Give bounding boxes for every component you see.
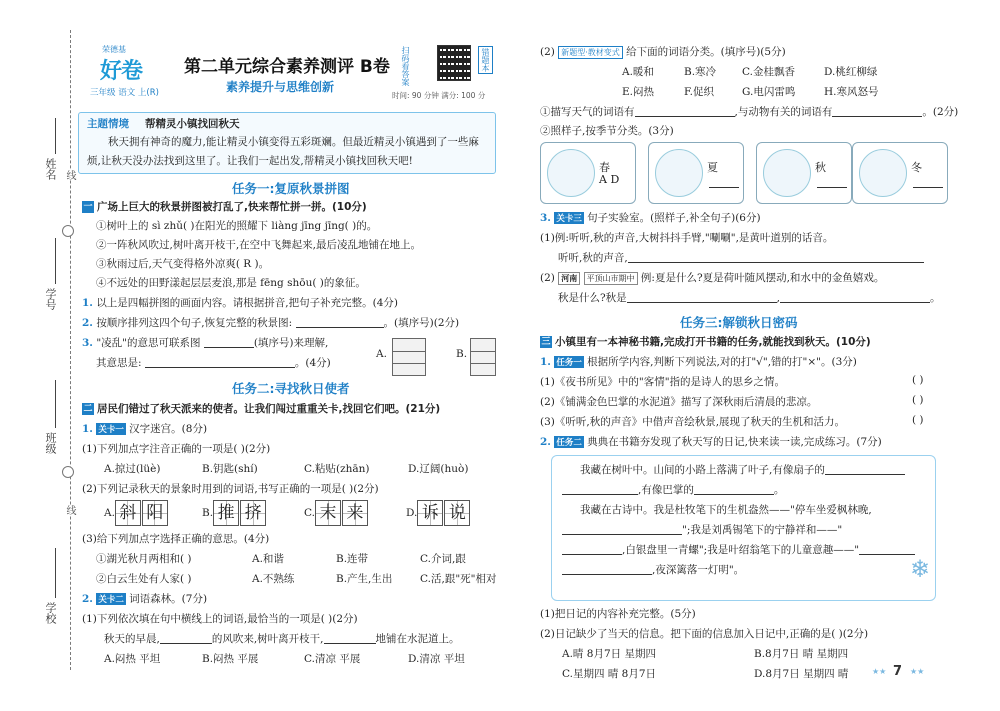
word-c: C.金桂飘香 <box>742 66 795 78</box>
level-text: 句子实验室。(照样子,补全句子)(6分) <box>587 212 761 224</box>
autumn-branch-image <box>763 149 811 197</box>
section-number: 一 <box>83 202 93 212</box>
scenario-text: 秋天拥有神奇的魔力,能让精灵小镇变得五彩斑斓。但最近精灵小镇遇到了一些麻烦,让秋天没办法找到这里了。让我们一起出发,帮精灵小镇找回秋天吧! <box>87 136 479 167</box>
sub-text: ,与动物有关的词语有 <box>734 106 833 118</box>
answer-blank[interactable] <box>562 544 622 555</box>
spring-flower-image <box>547 149 595 197</box>
option-a[interactable]: A.不熟练 <box>252 573 295 585</box>
t3-task1 <box>540 354 857 369</box>
judge-3: (3)《听听,秋的声音》中借声音绘秋景,展现了秋天的生机和活力。 <box>540 416 846 428</box>
option-letter: C. <box>304 507 315 519</box>
option-b[interactable]: B.闷热 平展 <box>202 653 259 665</box>
season-answer: A D <box>599 173 620 186</box>
word-h: H.寒风怒号 <box>824 86 879 98</box>
diary-q2: (2)日记缺少了当天的信息。把下面的信息加入日记中,正确的是( )(2分) <box>540 628 869 640</box>
l3-q1: (1)例:听听,秋的声音,大树抖抖手臂,"唰唰",是黄叶道别的话音。 <box>540 232 834 244</box>
summer-frog-image <box>655 149 703 197</box>
section-number: 三 <box>541 337 551 347</box>
question-text: 按顺序排列这四个句子,恢复完整的秋景图: <box>96 317 293 329</box>
option-c[interactable]: C.星期四 晴 8月7日 <box>562 668 657 680</box>
task1-section <box>82 199 367 214</box>
answer-blank[interactable] <box>145 357 295 368</box>
q3a-stem: ①湖光秋月两相和( ) <box>96 553 192 565</box>
classify-sub2: ②照样子,按季节分类。(3分) <box>540 125 674 137</box>
answer-blank[interactable] <box>324 633 376 644</box>
scenario-heading: 帮精灵小镇找回秋天 <box>145 118 240 130</box>
judge-2: (2)《铺满金色巴掌的水泥道》描写了深秋雨后清晨的悲凉。 <box>540 396 818 408</box>
season-card-autumn <box>756 142 852 204</box>
student-id-label: 学号 <box>44 288 57 310</box>
task1-title: 任务一:复原秋景拼图 <box>232 181 350 196</box>
level-text: 汉字迷宫。(8分) <box>129 423 208 435</box>
option-d[interactable]: D.辽阔(huò) <box>408 463 469 475</box>
sentence-part: 地铺在水泥道上。 <box>375 633 460 645</box>
level-tag: 关卡二 <box>98 595 124 605</box>
binding-dashed-line <box>70 30 71 670</box>
option-c[interactable]: C.介词,跟 <box>420 553 466 565</box>
brand-logo <box>84 44 166 104</box>
season-cards <box>540 142 948 204</box>
option-d[interactable]: D.清凉 平坦 <box>408 653 465 665</box>
diary-text: ,白银盘里一青螺";我是叶绍翁笔下的儿童意趣——" <box>622 544 860 556</box>
level3-heading <box>540 210 761 225</box>
time-info: 时间: 90 分钟 满分: 100 分 <box>392 91 486 100</box>
l2-q1: (1)下列依次填在句中横线上的词语,最恰当的一项是( )(2分) <box>82 613 358 625</box>
option-c[interactable]: C.清凉 平展 <box>304 653 361 665</box>
option-b[interactable]: B.产生,生出 <box>336 573 393 585</box>
level-tag: 任务一 <box>556 358 582 368</box>
word-g: G.电闪雷鸣 <box>742 86 796 98</box>
image-b-label: B. <box>456 348 468 360</box>
word-f: F.促织 <box>684 86 714 98</box>
char-box: 挤 <box>240 500 266 526</box>
brand-name: 荣德基 <box>102 45 126 54</box>
class-label: 班级 <box>44 432 57 454</box>
page-title: 第二单元综合素养测评 B卷 <box>184 57 390 77</box>
diary-line-3: 我藏在古诗中。我是杜牧笔下的生机盎然——"停车坐爱枫林晚, <box>580 504 872 516</box>
question-number: 1. <box>540 356 551 368</box>
answer-blank[interactable] <box>628 252 924 263</box>
task2-title: 任务二:寻找秋日使者 <box>232 381 350 396</box>
word-e: E.闷热 <box>622 86 655 98</box>
section-number: 二 <box>83 404 93 414</box>
question-text: 例:夏是什么?夏是荷叶随风摆动,和水中的金鱼嬉戏。 <box>640 272 885 284</box>
diary-line-1 <box>580 462 905 477</box>
judge-1-paren[interactable]: ( ) <box>912 374 924 386</box>
option-a[interactable] <box>104 500 169 526</box>
level-tag: 任务二 <box>556 438 582 448</box>
fold-mark-2: 线 <box>64 505 75 515</box>
task1-q3-line2 <box>96 355 331 370</box>
question-text: 其意思是: <box>96 357 142 369</box>
question-number: 2. <box>82 593 93 605</box>
diary-line-5 <box>562 542 915 557</box>
star-decor-right: ★★ <box>910 667 925 676</box>
level2-heading <box>82 591 207 606</box>
section-text: 小镇里有一本神秘书籍,完成打开书籍的任务,就能找到秋天。(10分) <box>555 336 871 348</box>
word-b: B.寒冷 <box>684 66 717 78</box>
binding-hole-1 <box>62 225 74 237</box>
diary-text: ,夜深篱落一灯明"。 <box>652 564 745 576</box>
sub-text: ①描写天气的词语有 <box>540 106 635 118</box>
option-a[interactable]: A.晴 8月7日 星期四 <box>562 648 656 660</box>
answer-prefix: 听听,秋的声音, <box>558 252 628 264</box>
diary-box <box>551 455 936 601</box>
question-text: 给下面的词语分类。(填序号)(5分) <box>626 46 786 58</box>
option-letter: A. <box>104 507 115 519</box>
char-box: 诉 <box>417 500 443 526</box>
answer-blank[interactable] <box>635 106 735 117</box>
answer-blank[interactable] <box>913 187 943 188</box>
season-card-summer <box>648 142 744 204</box>
option-c[interactable]: C.粘贴(zhān) <box>304 463 370 475</box>
sentence-3: ③秋雨过后,天气变得格外凉爽( R )。 <box>96 258 270 270</box>
question-tail: (填序号)来理解, <box>253 337 329 349</box>
option-a[interactable]: A.闷热 平坦 <box>104 653 161 665</box>
question-number: 2. <box>540 436 551 448</box>
binding-strip <box>0 0 78 711</box>
classify-sub1 <box>540 104 958 119</box>
level-tag: 关卡三 <box>556 214 582 224</box>
season-name: 冬 <box>911 161 922 174</box>
char-box: 阳 <box>142 500 168 526</box>
task3-title: 任务三:解锁秋日密码 <box>680 315 798 330</box>
scenario-box <box>78 112 496 174</box>
diary-q1: (1)把日记的内容补充完整。(5分) <box>540 608 696 620</box>
school-field[interactable] <box>55 548 56 598</box>
sentence-part: 的风吹来,树叶离开枝干, <box>211 633 324 645</box>
option-c[interactable] <box>304 500 369 526</box>
question-number: 3. <box>540 212 551 224</box>
section-text: 广场上巨大的秋景拼图被打乱了,快来帮忙拼一拼。(10分) <box>97 201 367 213</box>
classify-heading <box>540 44 786 59</box>
q-label: (2) <box>540 272 555 284</box>
diary-line-6 <box>562 562 744 577</box>
season-name: 秋 <box>815 161 826 174</box>
answer-blank[interactable] <box>859 544 915 555</box>
sentence-1: ①树叶上的 sì zhǔ( )在阳光的照耀下 liàng jīng jīng( )的。 <box>96 220 378 232</box>
error-book-label: 错题本 <box>478 46 493 74</box>
name-label: 姓名 <box>44 158 57 180</box>
judge-1: (1)《夜书所见》中的"客情"指的是诗人的思乡之情。 <box>540 376 786 388</box>
question-text: 以上是四幅拼图的画面内容。请根据拼音,把句子补充完整。(4分) <box>96 297 399 309</box>
char-box: 说 <box>444 500 470 526</box>
name-field[interactable] <box>55 118 56 154</box>
question-number: 3. <box>82 337 93 349</box>
answer-blank[interactable] <box>296 317 384 328</box>
question-number: 1. <box>82 297 93 309</box>
judge-3-paren[interactable]: ( ) <box>912 414 924 426</box>
answer-blank[interactable] <box>709 187 739 188</box>
sub-text: 。(2分) <box>922 106 959 118</box>
level1-heading <box>82 421 207 436</box>
source-badge: 平顶山市期中 <box>584 272 638 285</box>
season-name: 夏 <box>707 161 718 174</box>
judge-2-paren[interactable]: ( ) <box>912 394 924 406</box>
option-c[interactable]: C.活,跟"死"相对 <box>420 573 497 585</box>
diary-line-4 <box>562 522 842 537</box>
t2-q2: (2)下列记录秋天的景象时用到的词语,书写正确的一项是( )(2分) <box>82 483 379 495</box>
task1-q2 <box>82 315 459 330</box>
answer-blank[interactable] <box>562 484 638 495</box>
answer-blank[interactable] <box>627 292 777 303</box>
diary-text: 我藏在树叶中。山间的小路上落满了叶子,有像扇子的 <box>580 464 825 476</box>
season-card-spring <box>540 142 636 204</box>
question-text: "凌乱"的意思可联系图 <box>96 337 201 349</box>
sentence-part: 秋天的早晨, <box>104 633 160 645</box>
answer-blank[interactable] <box>204 337 254 348</box>
char-box: 末 <box>315 500 341 526</box>
l3-q2-answer: 秋是什么?秋是 , 。 <box>558 292 941 304</box>
page-number: 7 <box>893 664 903 679</box>
scenario-tag: 主题情境 <box>87 118 129 130</box>
q3b-stem: ②白云生处有人家( ) <box>96 573 192 585</box>
l3-q1-answer <box>558 250 924 265</box>
diary-text: ,有像巴掌的 <box>638 484 694 496</box>
t2-q1: (1)下列加点字注音正确的一项是( )(2分) <box>82 443 271 455</box>
season-card-winter <box>852 142 948 204</box>
messy-shelf-image <box>392 338 426 376</box>
qr-label: 扫码看答案 <box>401 46 410 86</box>
task1-q3 <box>82 335 328 350</box>
option-a[interactable]: A.和谐 <box>252 553 284 565</box>
diary-text: 。 <box>773 484 785 496</box>
option-b[interactable]: B.连带 <box>336 553 369 565</box>
qr-code-icon[interactable] <box>437 45 471 81</box>
answer-blank[interactable] <box>562 564 652 575</box>
level-tag: 关卡一 <box>98 425 124 435</box>
option-letter: D. <box>406 507 418 519</box>
level-text: 根据所学内容,判断下列说法,对的打"√",错的打"×"。(3分) <box>587 356 857 368</box>
option-letter: B. <box>202 507 214 519</box>
task1-q1 <box>82 295 398 310</box>
sentence-2: ②一阵秋风吹过,树叶离开枝干,在空中飞舞起来,最后凌乱地铺在地上。 <box>96 239 422 251</box>
task3-section <box>540 334 871 349</box>
answer-prefix: 秋是什么?秋是 <box>558 292 627 304</box>
region-badge: 河南 <box>558 272 580 285</box>
student-id-field[interactable] <box>55 238 56 284</box>
answer-blank[interactable] <box>817 187 847 188</box>
section-text: 居民们错过了秋天派来的使者。让我们闯过重重关卡,找回它们吧。(21分) <box>97 403 441 415</box>
grade-label: 三年级 语文 上(R) <box>90 88 159 98</box>
diary-line-2 <box>562 482 784 497</box>
sentence-4: ④不远处的田野漾起层层麦浪,那是 fēng shōu( )的象征。 <box>96 277 366 289</box>
diary-text: ";我是刘禹锡笔下的宁静祥和——" <box>682 524 843 536</box>
l3-q2 <box>540 270 884 285</box>
class-field[interactable] <box>55 380 56 428</box>
option-b[interactable]: B.8月7日 晴 星期四 <box>754 648 849 660</box>
school-label: 学校 <box>44 602 57 624</box>
answer-blank[interactable] <box>832 106 922 117</box>
new-type-badge: 新题型·教材变式 <box>558 46 623 59</box>
question-tail: 。(4分) <box>294 357 331 369</box>
level-text: 典典在书籍夯发现了秋天写的日记,快来读一读,完成练习。(7分) <box>587 436 882 448</box>
answer-blank[interactable] <box>160 633 212 644</box>
char-box: 推 <box>213 500 239 526</box>
t2-q3: (3)给下列加点字选择正确的意思。(4分) <box>82 533 270 545</box>
season-name: 春 <box>599 161 610 174</box>
task2-section <box>82 401 440 416</box>
option-b[interactable]: B.钥匙(shí) <box>202 463 258 475</box>
option-d[interactable] <box>406 500 471 526</box>
question-number: 2. <box>82 317 93 329</box>
binding-hole-2 <box>62 466 74 478</box>
option-b[interactable] <box>202 500 267 526</box>
answer-blank[interactable] <box>825 464 905 475</box>
option-d[interactable]: D.8月7日 星期四 晴 <box>754 668 849 680</box>
t3-task2 <box>540 434 882 449</box>
option-a[interactable]: A.掠过(lüè) <box>104 463 161 475</box>
l2-sentence <box>104 631 460 646</box>
maple-leaf-icon: ❄ <box>910 555 931 583</box>
tidy-shelf-image <box>470 338 496 376</box>
char-box: 来 <box>342 500 368 526</box>
star-decor-left: ★★ <box>872 667 887 676</box>
winter-snowman-image <box>859 149 907 197</box>
question-tail: 。(填序号)(2分) <box>383 317 460 329</box>
fold-mark-1: 线 <box>64 170 75 180</box>
word-d: D.桃红柳绿 <box>824 66 878 78</box>
question-number: 1. <box>82 423 93 435</box>
word-a: A.暖和 <box>622 66 654 78</box>
char-box: 斜 <box>115 500 141 526</box>
page-subtitle: 素养提升与思维创新 <box>226 80 335 94</box>
answer-blank[interactable] <box>562 524 682 535</box>
image-a-label: A. <box>376 348 387 360</box>
q-label: (2) <box>540 46 555 58</box>
answer-blank[interactable] <box>780 292 930 303</box>
level-text: 词语森林。(7分) <box>129 593 208 605</box>
answer-blank[interactable] <box>694 484 774 495</box>
logo-text: 好卷 <box>100 59 143 84</box>
